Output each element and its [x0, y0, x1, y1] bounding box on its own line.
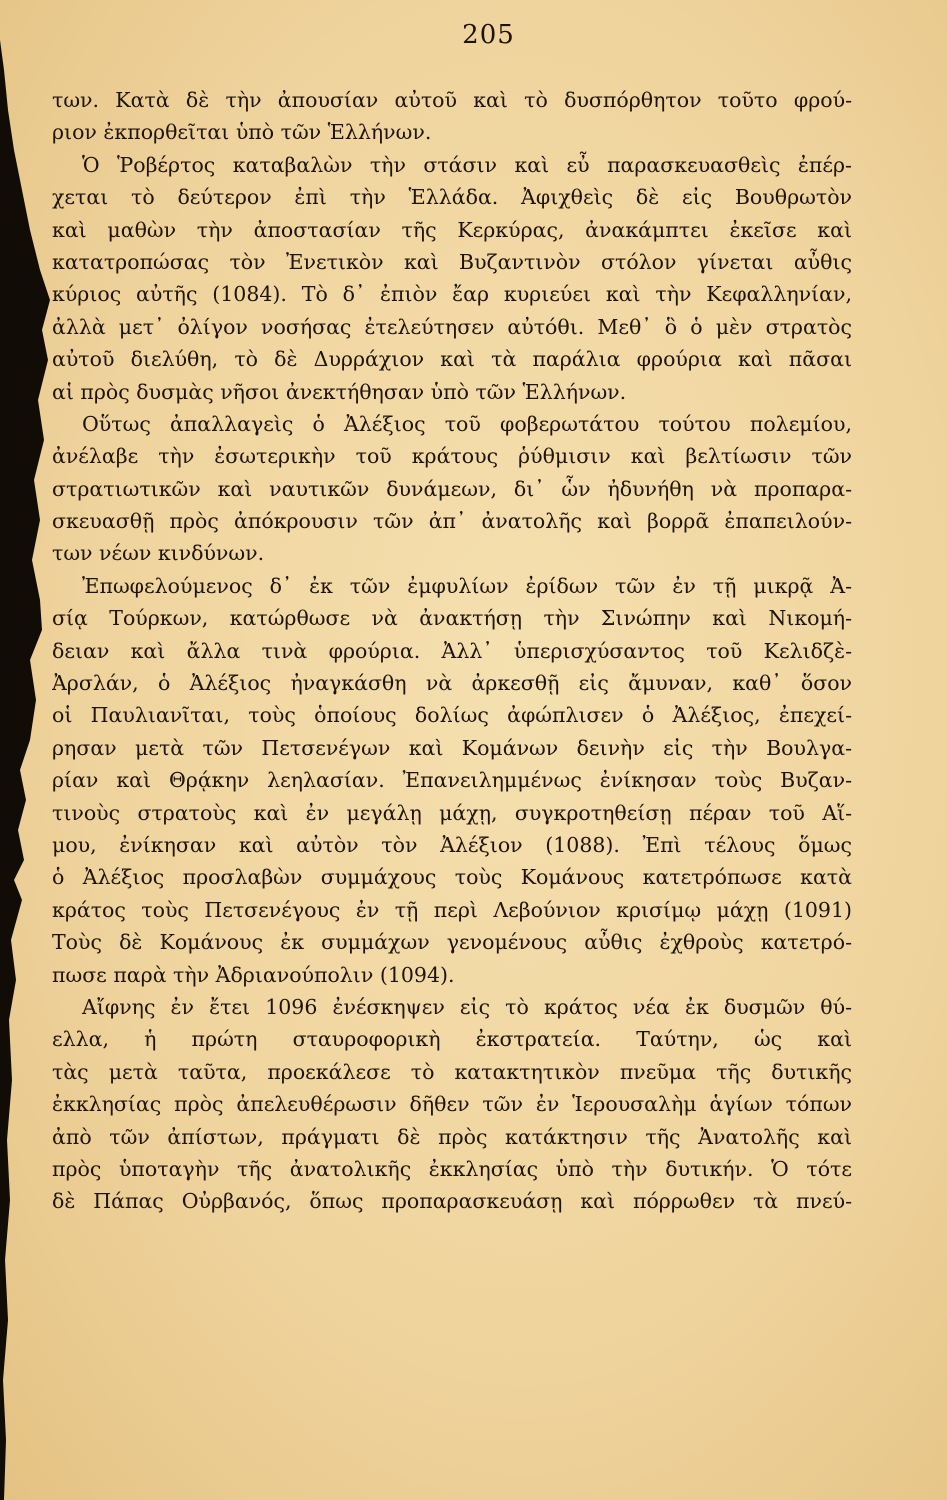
text-line: Ὁ Ῥοβέρτος καταβαλὼν τὴν στάσιν καὶ εὖ παρασκευασθεὶς ἐπέρ-	[82, 152, 852, 177]
text-line: τὰς μετὰ ταῦτα, προεκάλεσε τὸ κατακτητικὸν πνεῦμα τῆς δυτικῆς	[52, 1059, 852, 1084]
text-line: ριον ἐκπορθεῖται ὑπὸ τῶν Ἑλλήνων.	[52, 120, 432, 145]
text-line: ἀλλὰ μετ᾽ ὀλίγον νοσήσας ἐτελεύτησεν αὐτόθι. Μεθ᾽ ὃ ὁ μὲν στρατὸς	[52, 314, 852, 339]
text-line: καὶ μαθὼν τὴν ἀποστασίαν τῆς Κερκύρας, ἀνακάμπτει ἐκεῖσε καὶ	[52, 217, 852, 242]
body-text	[52, 84, 852, 1218]
text-line: ἀνέλαβε τὴν ἐσωτερικὴν τοῦ κράτους ῥύθμισιν καὶ βελτίωσιν τῶν	[52, 444, 852, 469]
text-line: δειαν καὶ ἄλλα τινὰ φρούρια. Ἀλλ᾽ ὑπερισχύσαντος τοῦ Κελιδζὲ-	[52, 638, 852, 663]
text-line: σκευασθῇ πρὸς ἀπόκρουσιν τῶν ἀπ᾽ ἀνατολῆς καὶ βορρᾶ ἐπαπειλούν-	[52, 509, 852, 534]
text-line: Τοὺς δὲ Κομάνους ἐκ συμμάχων γενομένους αὖθις ἐχθροὺς κατετρό-	[52, 930, 852, 955]
text-line: των. Κατὰ δὲ τὴν ἀπουσίαν αὐτοῦ καὶ τὸ δυσπόρθητον τοῦτο φρού-	[52, 88, 852, 112]
text-line: σίᾳ Τούρκων, κατώρθωσε νὰ ἀνακτήσῃ τὴν Σινώπην καὶ Νικομή-	[52, 606, 852, 631]
page-number: 205	[462, 20, 515, 50]
text-line: ἐκκλησίας πρὸς ἀπελευθέρωσιν δῆθεν τῶν ἐν Ἱερουσαλὴμ ἁγίων τόπων	[52, 1092, 852, 1117]
text-line: ρίαν καὶ Θρᾴκην λεηλασίαν. Ἐπανειλημμένως ἐνίκησαν τοὺς Βυζαν-	[52, 768, 852, 793]
text-line: Οὕτως ἀπαλλαγεὶς ὁ Ἀλέξιος τοῦ φοβερωτάτου τούτου πολεμίου,	[82, 411, 852, 436]
text-line: στρατιωτικῶν καὶ ναυτικῶν δυνάμεων, δι᾽ ὧν ἠδυνήθη νὰ προπαρα-	[52, 476, 852, 501]
text-line: ρησαν μετὰ τῶν Πετσενέγων καὶ Κομάνων δεινὴν εἰς τὴν Βουλγα-	[52, 735, 852, 760]
text-line: Αἴφνης ἐν ἔτει 1096 ἐνέσκηψεν εἰς τὸ κράτος νέα ἐκ δυσμῶν θύ-	[82, 994, 852, 1019]
text-line: ἀπὸ τῶν ἀπίστων, πράγματι δὲ πρὸς κατάκτησιν τῆς Ἀνατολῆς καὶ	[52, 1124, 852, 1149]
text-line: αἱ πρὸς δυσμὰς νῆσοι ἀνεκτήθησαν ὑπὸ τῶν Ἑλλήνων.	[52, 379, 627, 404]
text-line: κύριος αὐτῆς (1084). Τὸ δ᾽ ἐπιὸν ἔαρ κυριεύει καὶ τὴν Κεφαλληνίαν,	[52, 282, 852, 307]
text-line: μου, ἐνίκησαν καὶ αὐτὸν τὸν Ἀλέξιον (1088). Ἐπὶ τέλους ὅμως	[52, 832, 852, 857]
text-line: πρὸς ὑποταγὴν τῆς ἀνατολικῆς ἐκκλησίας ὑπὸ τὴν δυτικήν. Ὁ τότε	[52, 1156, 852, 1181]
text-line: Ἐπωφελούμενος δ᾽ ἐκ τῶν ἐμφυλίων ἐρίδων τῶν ἐν τῇ μικρᾷ Ἀ-	[82, 573, 852, 598]
text-line: δὲ Πάπας Οὐρβανός, ὅπως προπαρασκευάσῃ καὶ πόρρωθεν τὰ πνεύ-	[52, 1189, 852, 1214]
text-line: οἱ Παυλιανῖται, τοὺς ὁποίους δολίως ἀφώπλισεν ὁ Ἀλέξιος, ἐπεχεί-	[52, 703, 852, 728]
torn-left-edge	[0, 0, 60, 1500]
text-line: των νέων κινδύνων.	[52, 541, 265, 566]
text-line: τινοὺς στρατοὺς καὶ ἐν μεγάλῃ μάχῃ, συγκροτηθείσῃ πέραν τοῦ Αἵ-	[52, 800, 852, 825]
text-line: Ἀρσλάν, ὁ Ἀλέξιος ἠναγκάσθη νὰ ἀρκεσθῇ εἰς ἄμυναν, καθ᾽ ὅσον	[52, 671, 852, 696]
text-line: κατατροπώσας τὸν Ἐνετικὸν καὶ Βυζαντινὸν στόλον γίνεται αὖθις	[52, 249, 852, 274]
text-line: ὁ Ἀλέξιος προσλαβὼν συμμάχους τοὺς Κομάνους κατετρόπωσε κατὰ	[52, 865, 852, 890]
text-line: αὐτοῦ διελύθη, τὸ δὲ Δυρράχιον καὶ τὰ παράλια φρούρια καὶ πᾶσαι	[52, 347, 852, 372]
text-line: ελλα, ἡ πρώτη σταυροφορικὴ ἐκστρατεία. Ταύτην, ὡς καὶ	[52, 1027, 852, 1052]
text-line: χεται τὸ δεύτερον ἐπὶ τὴν Ἑλλάδα. Ἀφιχθεὶς δὲ εἰς Βουθρωτὸν	[52, 185, 852, 210]
text-line: κράτος τοὺς Πετσενέγους ἐν τῇ περὶ Λεβούνιον κρισίμῳ μάχῃ (1091)	[52, 897, 852, 922]
text-line: πωσε παρὰ τὴν Ἀδριανούπολιν (1094).	[52, 962, 455, 987]
